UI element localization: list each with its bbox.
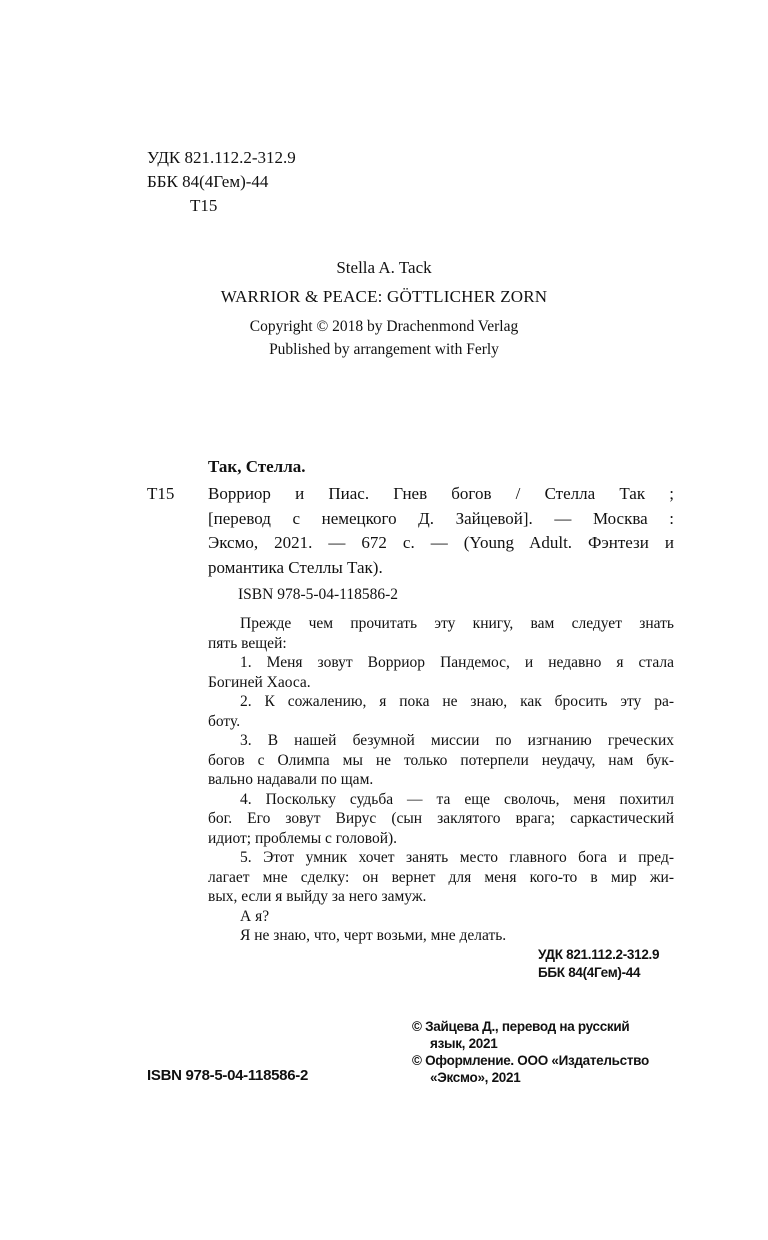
author-mark: Т15 <box>190 196 218 215</box>
annotation-line: 4. Поскольку судьба — та еще сволочь, меня похитил <box>240 790 674 808</box>
catalog-line: Эксмо, 2021. — 672 с. — (Young Adult. Фэнтези и <box>208 533 674 552</box>
udk-code: УДК 821.112.2-312.9 <box>147 148 296 167</box>
annotation-line: 2. К сожалению, я пока не знаю, как бросить эту ра- <box>240 693 674 710</box>
annotation-line: лагает мне сделку: он вернет для меня кого-то в мир жи- <box>208 868 674 886</box>
annotation-line: бог. Его зовут Вирус (сын заклятого врага; саркастический <box>208 810 674 827</box>
catalog-line: Ворриор и Пиас. Гнев богов / Стелла Так ; <box>208 484 674 503</box>
annotation-line: Я не знаю, что, черт возьми, мне делать. <box>240 927 507 944</box>
translation-copyright: © Зайцева Д., перевод на русский <box>412 1019 630 1034</box>
bbk-code: ББК 84(4Гем)-44 <box>147 172 269 191</box>
footer-isbn: ISBN 978-5-04-118586-2 <box>147 1067 309 1084</box>
catalog-isbn: ISBN 978-5-04-118586-2 <box>238 586 399 603</box>
annotation <box>208 614 674 946</box>
catalog-line: [перевод с немецкого Д. Зайцевой]. — Москва : <box>208 508 674 528</box>
annotation-line: Богиней Хаоса. <box>208 673 311 691</box>
catalog-mark: Т15 <box>147 484 175 503</box>
annotation-line: вально надавали по щам. <box>208 771 374 788</box>
annotation-line: идиот; проблемы с головой). <box>208 829 398 847</box>
annotation-line: Прежде чем прочитать эту книгу, вам следует знать <box>240 615 674 632</box>
catalog-line: романтика Стеллы Так). <box>208 557 383 577</box>
arrangement-line: Published by arrangement with Ferly <box>269 341 499 358</box>
catalog-description <box>208 483 674 581</box>
annotation-line: боту. <box>208 712 241 730</box>
original-author: Stella A. Tack <box>336 258 432 277</box>
design-copyright-year: «Эксмо», 2021 <box>430 1070 521 1085</box>
translation-copyright-year: язык, 2021 <box>430 1036 498 1051</box>
annotation-line: богов с Олимпа мы не только потерпели неудачу, нам бук- <box>208 751 674 769</box>
catalog-author-heading: Так, Стелла. <box>208 457 306 476</box>
original-title: WARRIOR & PEACE: GÖTTLICHER ZORN <box>220 287 548 306</box>
design-copyright: © Оформление. ООО «Издательство <box>412 1053 649 1068</box>
annotation-line: 5. Этот умник хочет занять место главного бога и пред- <box>240 849 674 866</box>
copyright-line: Copyright © 2018 by Drachenmond Verlag <box>249 318 519 335</box>
footer-udk: УДК 821.112.2-312.9 <box>538 947 660 962</box>
footer-bbk: ББК 84(4Гем)-44 <box>538 965 641 980</box>
annotation-line: вых, если я выйду за него замуж. <box>208 888 427 905</box>
annotation-line: 1. Меня зовут Ворриор Пандемос, и недавно я стала <box>240 654 674 671</box>
annotation-line: А я? <box>240 907 270 925</box>
annotation-line: 3. В нашей безумной миссии по изгнанию греческих <box>240 732 674 749</box>
annotation-line: пять вещей: <box>208 634 287 652</box>
